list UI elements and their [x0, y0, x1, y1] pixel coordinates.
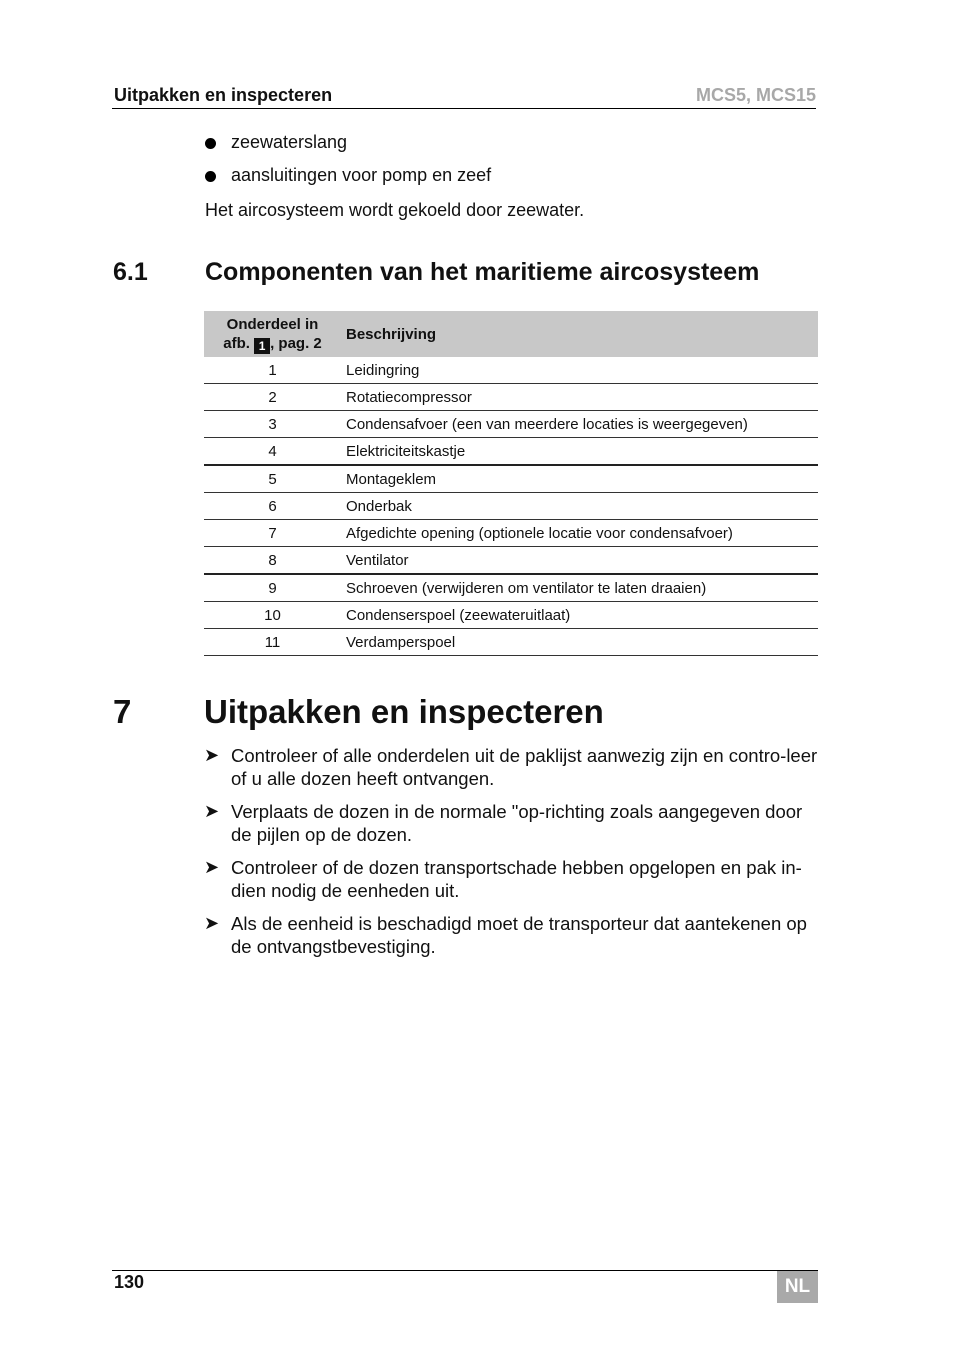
part-number: 10 — [204, 602, 341, 629]
intro-paragraph: Het aircosysteem wordt gekoeld door zeewater. — [205, 200, 585, 220]
part-number: 3 — [204, 411, 341, 438]
part-number: 6 — [204, 493, 341, 520]
part-description: Montageklem — [341, 465, 818, 493]
part-description: Verdamperspoel — [341, 629, 818, 656]
intro-bullet-text: zeewaterslang — [231, 132, 348, 152]
column-header-description: Beschrijving — [341, 311, 818, 357]
table-header-row — [204, 311, 818, 357]
part-description: Condenserspoel (zeewateruitlaat) — [341, 602, 818, 629]
arrow-right-icon: ➤ — [204, 857, 220, 877]
part-number: 8 — [204, 547, 341, 575]
part-number: 2 — [204, 384, 341, 411]
instruction-step — [204, 912, 820, 958]
page-number: 130 — [114, 1272, 145, 1292]
instruction-step-text: Controleer of alle onderdelen uit de paklijst aanwezig zijn en contro-leer of u alle dozen heeft ontvangen. — [231, 745, 818, 789]
components-table — [204, 311, 818, 656]
instruction-step-text: Verplaats de dozen in de normale "op-richting zoals aangegeven door de pijlen op de dozen. — [231, 801, 803, 845]
table-row — [204, 629, 818, 656]
part-number: 7 — [204, 520, 341, 547]
part-description: Schroeven (verwijderen om ventilator te laten draaien) — [341, 574, 818, 602]
running-header — [112, 82, 816, 109]
table-row — [204, 493, 818, 520]
language-badge: NL — [777, 1271, 818, 1303]
part-description: Elektriciteitskastje — [341, 438, 818, 466]
chapter-7-number: 7 — [113, 693, 132, 730]
column-header-part-line1: Onderdeel in — [226, 315, 319, 333]
header-model: MCS5, MCS15 — [695, 85, 816, 105]
instruction-step-text: Als de eenheid is beschadigd moet de transporteur dat aantekenen op de ontvangstbevestiging. — [231, 913, 807, 957]
part-description: Condensafvoer (een van meerdere locaties is weergegeven) — [341, 411, 818, 438]
table-row — [204, 520, 818, 547]
intro-bullet-text: aansluitingen voor pomp en zeef — [231, 165, 492, 185]
part-number: 4 — [204, 438, 341, 466]
part-description: Afgedichte opening (optionele locatie voor condensafvoer) — [341, 520, 818, 547]
arrow-right-icon: ➤ — [204, 913, 220, 933]
instruction-step — [204, 800, 820, 846]
part-description: Ventilator — [341, 547, 818, 575]
bullet-dot-icon — [205, 171, 216, 182]
part-description: Rotatiecompressor — [341, 384, 818, 411]
chapter-7-title: Uitpakken en inspecteren — [204, 693, 604, 730]
table-row — [204, 465, 818, 493]
column-header-part-prefix: afb. — [223, 334, 250, 352]
bullet-dot-icon — [205, 138, 216, 149]
header-section-title: Uitpakken en inspecteren — [114, 85, 333, 105]
table-row — [204, 438, 818, 466]
section-6-1-title: Componenten van het maritieme aircosysteem — [205, 258, 760, 286]
table-row — [204, 411, 818, 438]
arrow-right-icon: ➤ — [204, 745, 220, 765]
instruction-step — [204, 744, 820, 790]
instruction-step — [204, 856, 820, 902]
table-row — [204, 547, 818, 575]
table-row — [204, 384, 818, 411]
column-header-part-suffix: , pag. 2 — [270, 334, 322, 352]
part-description: Leidingring — [341, 357, 818, 384]
part-number: 11 — [204, 629, 341, 656]
table-row — [204, 602, 818, 629]
table-row — [204, 357, 818, 384]
figure-number-badge: 1 — [254, 338, 270, 354]
table-row — [204, 574, 818, 602]
part-description: Onderbak — [341, 493, 818, 520]
arrow-right-icon: ➤ — [204, 801, 220, 821]
instruction-step-text: Controleer of de dozen transportschade hebben opgelopen en pak in-dien nodig de eenheden uit. — [231, 857, 802, 901]
section-6-1-number: 6.1 — [113, 258, 148, 286]
footer-rule — [112, 1270, 818, 1271]
column-header-part — [204, 311, 341, 357]
part-number: 9 — [204, 574, 341, 602]
part-number: 1 — [204, 357, 341, 384]
part-number: 5 — [204, 465, 341, 493]
